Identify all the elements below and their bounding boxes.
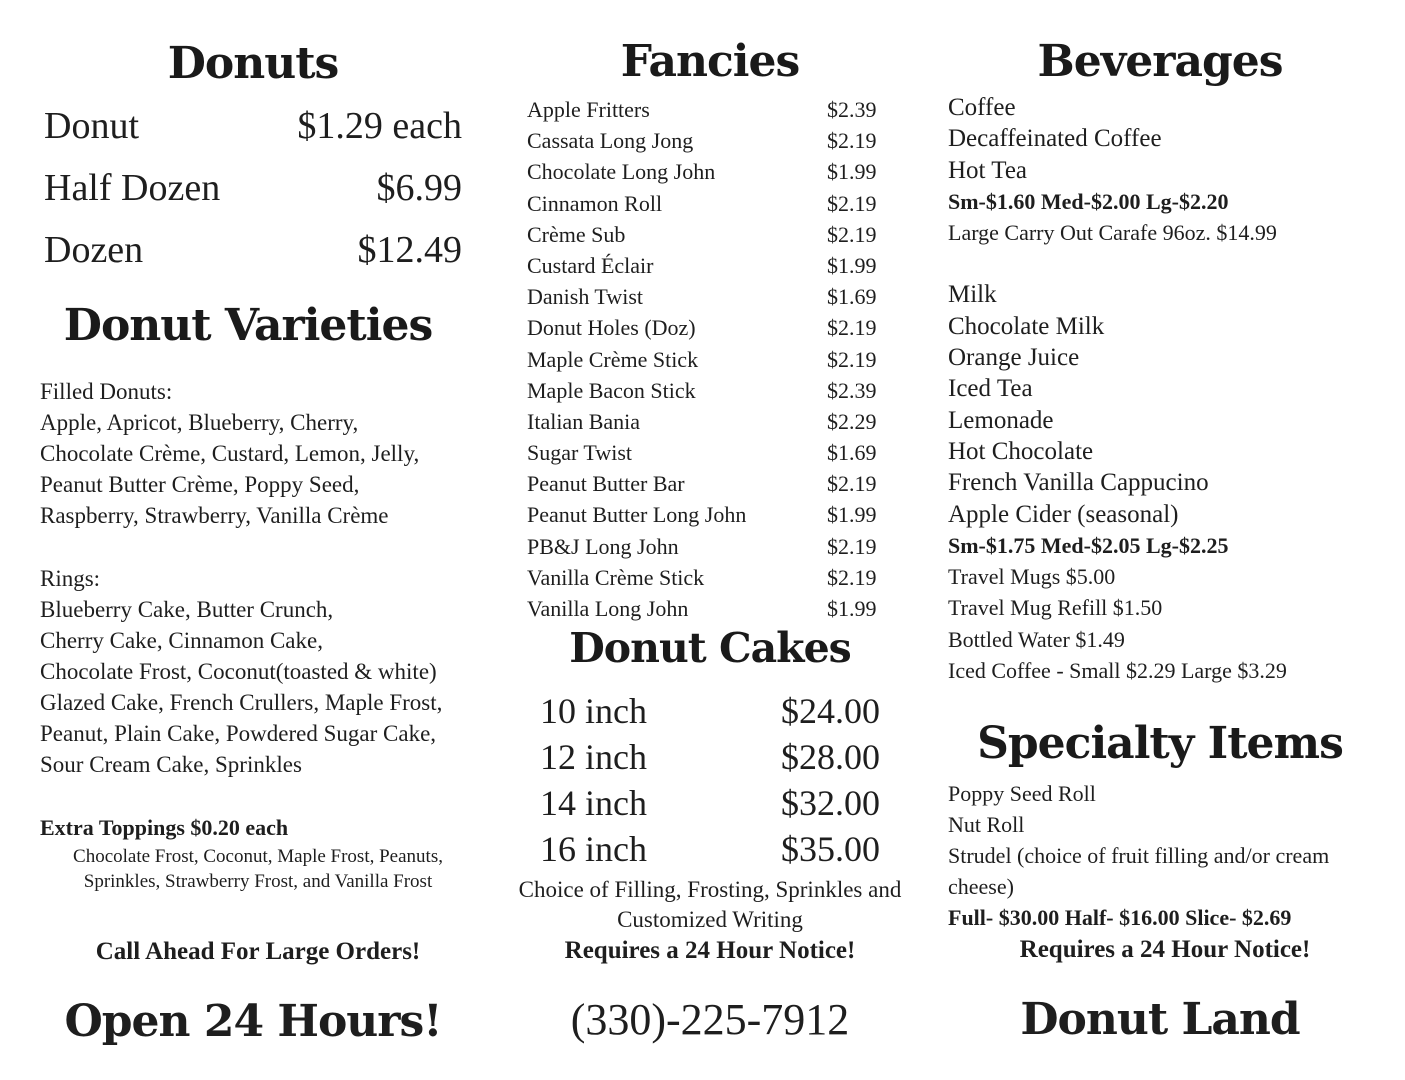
brand-name: Donut Land xyxy=(1020,994,1300,1045)
list-item: Milk xyxy=(948,281,997,309)
specialty-prices: Full- $30.00 Half- $16.00 Slice- $2.69 xyxy=(948,905,1292,930)
carafe-price: Large Carry Out Carafe 96oz. $14.99 xyxy=(948,220,1277,246)
item-price: $2.19 xyxy=(827,471,877,497)
list-item xyxy=(540,780,880,826)
beverages-heading: Beverages xyxy=(1037,36,1283,87)
item-price: $1.99 xyxy=(827,596,877,621)
list-item: Coffee xyxy=(948,94,1016,121)
list-item: Lemonade xyxy=(948,406,1054,434)
rings-line: Blueberry Cake, Butter Crunch, xyxy=(40,597,334,622)
specialty-notice: Requires a 24 Hour Notice! xyxy=(1019,936,1311,963)
item-name: Vanilla Long John xyxy=(527,596,689,621)
filled-line: Apple, Apricot, Blueberry, Cherry, xyxy=(40,410,359,435)
item-name: Custard Éclair xyxy=(527,252,654,278)
cold-size-prices: Sm-$1.75 Med-$2.05 Lg-$2.25 xyxy=(948,532,1229,558)
item-name: Half Dozen xyxy=(44,167,221,209)
list-item xyxy=(540,826,880,872)
item-name: Cinnamon Roll xyxy=(527,190,663,216)
donut-row-single xyxy=(44,104,462,148)
fancies-list xyxy=(527,94,887,624)
toppings-line: Sprinkles, Strawberry Frost, and Vanilla Frost xyxy=(83,871,433,892)
cakes-list xyxy=(540,688,880,872)
list-item xyxy=(527,344,887,375)
cake-size: 12 inch xyxy=(540,737,647,777)
cake-size: 10 inch xyxy=(540,691,647,731)
list-item: Chocolate Milk xyxy=(948,312,1105,340)
spacer xyxy=(948,248,1378,279)
cake-options-note xyxy=(505,875,915,935)
filled-line: Peanut Butter Crème, Poppy Seed, xyxy=(40,472,360,497)
item-price: $2.39 xyxy=(827,97,877,122)
rings-line: Cherry Cake, Cinnamon Cake, xyxy=(40,628,323,653)
list-item xyxy=(527,94,887,125)
list-item: Nut Roll xyxy=(948,812,1025,837)
cake-notice: Requires a 24 Hour Notice! xyxy=(564,937,856,964)
note-line: Choice of Filling, Frosting, Sprinkles and xyxy=(518,877,902,902)
item-name: Sugar Twist xyxy=(527,440,633,466)
list-item xyxy=(527,156,887,187)
specialty-list xyxy=(948,778,1388,933)
item-name: Apple Fritters xyxy=(527,97,650,122)
item-price: $1.69 xyxy=(827,440,877,466)
item-price: $2.39 xyxy=(827,377,877,403)
phone-number: (330)-225-7912 xyxy=(570,995,850,1044)
list-item xyxy=(527,281,887,312)
rings-line: Sour Cream Cake, Sprinkles xyxy=(40,752,302,777)
list-item xyxy=(527,219,887,250)
rings-line: Chocolate Frost, Coconut(toasted & white) xyxy=(40,659,437,684)
item-name: Maple Crème Stick xyxy=(527,346,699,372)
filled-line: Raspberry, Strawberry, Vanilla Crème xyxy=(40,503,389,528)
beverages-list xyxy=(948,92,1378,686)
list-item: French Vanilla Cappucino xyxy=(948,469,1209,497)
cake-size: 14 inch xyxy=(540,783,647,823)
item-name: Donut Holes (Doz) xyxy=(527,315,696,341)
toppings-title: Extra Toppings $0.20 each xyxy=(40,815,289,840)
list-item xyxy=(540,734,880,780)
item-name: Peanut Butter Bar xyxy=(527,471,685,497)
list-item: Bottled Water $1.49 xyxy=(948,626,1125,652)
item-name: Maple Bacon Stick xyxy=(527,377,696,403)
item-name: Dozen xyxy=(44,229,144,271)
item-price: $1.99 xyxy=(827,502,877,528)
varieties-heading: Donut Varieties xyxy=(63,300,433,351)
rings-line: Peanut, Plain Cake, Powdered Sugar Cake, xyxy=(40,721,437,746)
item-name: Cassata Long Jong xyxy=(527,128,694,154)
item-name: Vanilla Crème Stick xyxy=(527,564,705,590)
note-line: Customized Writing xyxy=(617,907,803,932)
item-price: $2.19 xyxy=(827,190,877,216)
item-price: $2.19 xyxy=(827,346,877,372)
cake-price: $24.00 xyxy=(781,691,880,731)
list-item xyxy=(527,562,887,593)
item-price: $2.19 xyxy=(827,315,877,341)
list-item xyxy=(527,593,887,624)
item-price: $1.99 xyxy=(827,159,877,185)
list-item: Hot Tea xyxy=(948,156,1028,184)
cake-price: $32.00 xyxy=(781,783,880,823)
list-item: Travel Mug Refill $1.50 xyxy=(948,595,1163,621)
rings-line: Glazed Cake, French Crullers, Maple Frost, xyxy=(40,690,443,715)
cake-price: $28.00 xyxy=(781,737,880,777)
filled-label: Filled Donuts: xyxy=(40,379,173,404)
item-price: $2.19 xyxy=(827,533,877,559)
item-name: Donut xyxy=(44,105,139,147)
cake-price: $35.00 xyxy=(781,829,880,869)
fancies-heading: Fancies xyxy=(620,36,800,87)
list-item xyxy=(527,437,887,468)
item-name: Italian Bania xyxy=(527,408,641,434)
open-hours-banner: Open 24 Hours! xyxy=(64,996,442,1047)
item-name: Danish Twist xyxy=(527,284,644,310)
donuts-heading: Donuts xyxy=(167,38,339,89)
list-item: Decaffeinated Coffee xyxy=(948,125,1162,153)
cakes-heading: Donut Cakes xyxy=(569,624,851,672)
list-item: Iced Coffee - Small $2.29 Large $3.29 xyxy=(948,658,1287,684)
item-price: $1.99 xyxy=(827,252,877,278)
toppings-line: Chocolate Frost, Coconut, Maple Frost, Peanuts, xyxy=(73,846,443,867)
list-item: Apple Cider (seasonal) xyxy=(948,500,1179,528)
list-item xyxy=(527,125,887,156)
rings-label: Rings: xyxy=(40,566,101,591)
rings-block xyxy=(40,563,480,780)
item-price: $2.19 xyxy=(827,221,877,247)
hot-size-prices: Sm-$1.60 Med-$2.00 Lg-$2.20 xyxy=(948,188,1229,214)
list-item xyxy=(527,406,887,437)
call-ahead-note: Call Ahead For Large Orders! xyxy=(95,938,421,965)
list-item: Travel Mugs $5.00 xyxy=(948,564,1116,590)
list-item xyxy=(527,531,887,562)
specialty-heading: Specialty Items xyxy=(977,718,1343,769)
list-item: Orange Juice xyxy=(948,344,1080,372)
list-item xyxy=(527,468,887,499)
item-price: $1.29 each xyxy=(297,105,462,147)
list-item: Poppy Seed Roll xyxy=(948,781,1096,806)
list-item: Hot Chocolate xyxy=(948,437,1094,465)
item-price: $6.99 xyxy=(376,167,462,209)
toppings-list xyxy=(38,844,478,894)
list-item xyxy=(540,688,880,734)
list-item xyxy=(527,375,887,406)
filled-donuts-block xyxy=(40,376,480,531)
item-name: Chocolate Long John xyxy=(527,159,716,185)
donut-row-dozen xyxy=(44,228,462,272)
item-name: Crème Sub xyxy=(527,221,626,247)
filled-line: Chocolate Crème, Custard, Lemon, Jelly, xyxy=(40,441,420,466)
item-name: PB&J Long John xyxy=(527,533,679,559)
list-item xyxy=(527,188,887,219)
item-price: $2.19 xyxy=(827,128,877,154)
item-price: $2.29 xyxy=(827,408,877,434)
list-item xyxy=(527,250,887,281)
item-price: $2.19 xyxy=(827,564,877,590)
list-item xyxy=(527,499,887,530)
item-name: Peanut Butter Long John xyxy=(527,502,747,528)
list-item: Iced Tea xyxy=(948,375,1033,403)
item-price: $12.49 xyxy=(357,229,462,271)
donut-row-half-dozen xyxy=(44,166,462,210)
list-item xyxy=(527,312,887,343)
list-item: Strudel (choice of fruit filling and/or cream cheese) xyxy=(948,843,1330,899)
item-price: $1.69 xyxy=(827,284,877,310)
cake-size: 16 inch xyxy=(540,829,647,869)
